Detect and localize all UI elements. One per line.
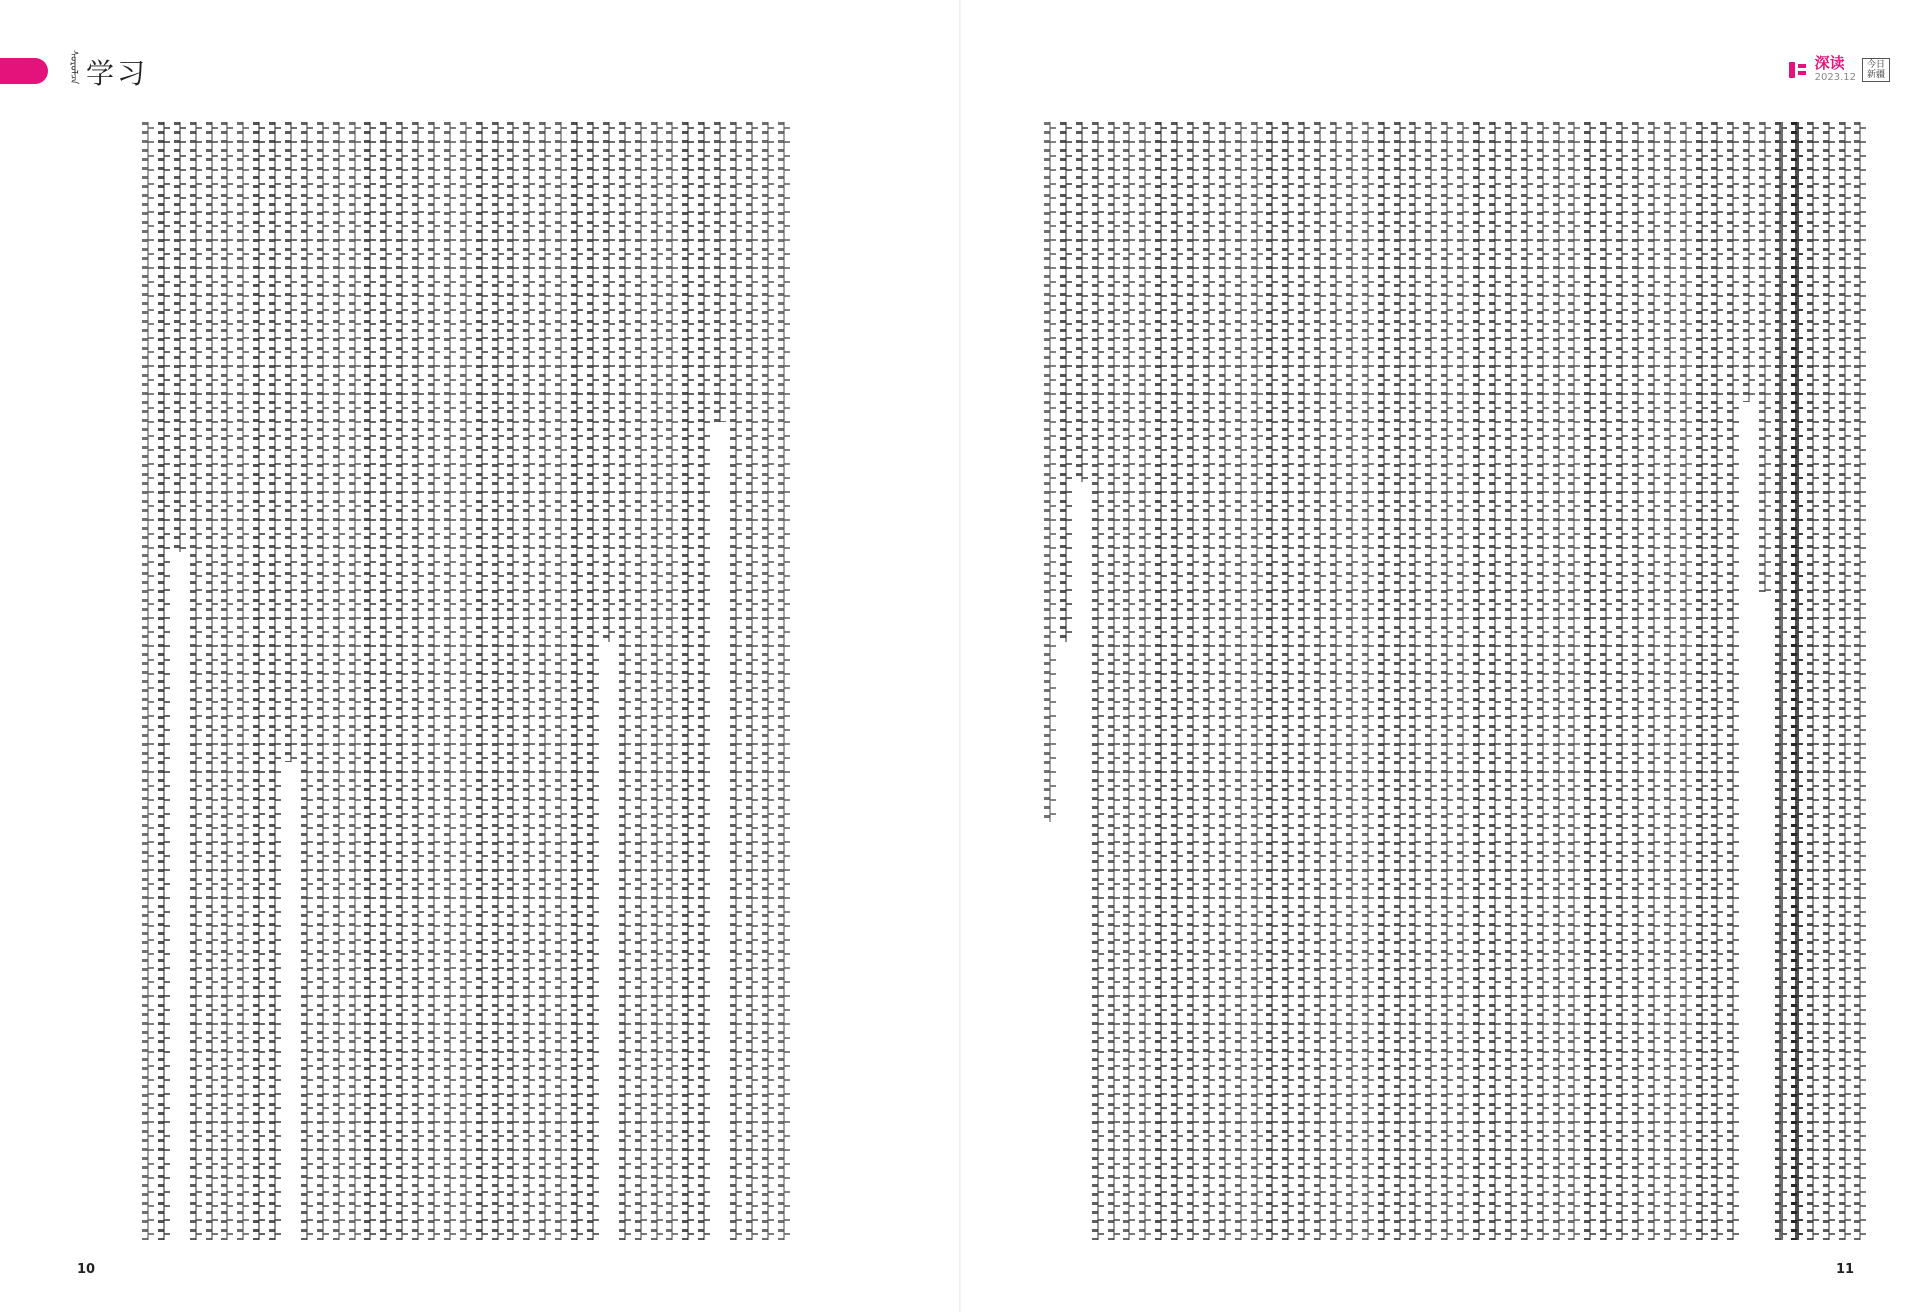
text-column <box>744 122 760 1240</box>
text-column <box>1169 122 1185 1240</box>
text-column <box>537 122 553 1240</box>
text-column <box>1519 122 1535 1240</box>
section-title: 学习 <box>86 57 149 90</box>
text-column <box>1360 122 1376 1240</box>
text-column <box>1042 122 1058 822</box>
text-column <box>601 122 617 642</box>
text-column <box>394 122 410 1240</box>
text-column <box>315 122 331 1240</box>
text-column <box>1487 122 1503 1240</box>
text-column <box>1535 122 1551 1240</box>
text-column <box>1455 122 1471 1240</box>
text-column <box>728 122 744 1240</box>
text-column <box>1503 122 1519 1240</box>
text-column <box>1153 122 1169 1240</box>
text-column <box>347 122 363 1240</box>
text-column <box>585 122 601 1240</box>
page-gutter <box>959 0 961 1312</box>
text-column <box>1217 122 1233 1240</box>
text-column <box>251 122 267 1240</box>
text-column <box>219 122 235 1240</box>
text-column <box>1137 122 1153 1240</box>
text-column <box>633 122 649 1240</box>
text-column <box>1741 122 1757 402</box>
text-column <box>1121 122 1137 1240</box>
text-column <box>569 122 585 1240</box>
text-column <box>172 122 188 552</box>
newspaper-name-box: 今日 新疆 <box>1862 58 1890 82</box>
section-vertical-label: ᠰᠤᠷᠤᠯᠴᠠ <box>68 50 79 85</box>
text-column <box>1344 122 1360 1240</box>
text-column <box>712 122 728 422</box>
text-column <box>1773 122 1789 1240</box>
text-column <box>1566 122 1582 1240</box>
text-column <box>156 122 172 1240</box>
text-column <box>680 122 696 1240</box>
text-column <box>649 122 665 1240</box>
text-column <box>1090 122 1106 1240</box>
text-column <box>1185 122 1201 1240</box>
left-page-text-upper <box>140 122 796 1240</box>
text-column <box>140 122 156 1240</box>
brand-logo-icon <box>1787 60 1809 80</box>
text-column <box>1296 122 1312 1240</box>
text-column <box>1646 122 1662 1240</box>
page-number-right: 11 <box>1836 1262 1855 1277</box>
text-column <box>1312 122 1328 1240</box>
text-column <box>505 122 521 1240</box>
text-column <box>1725 122 1741 1240</box>
text-column <box>776 122 792 1240</box>
brand-text <box>1815 56 1856 83</box>
right-page-text <box>1042 122 1872 1240</box>
text-column <box>378 122 394 1240</box>
text-column <box>1821 122 1837 1240</box>
text-column <box>696 122 712 1240</box>
text-column <box>362 122 378 1240</box>
text-column <box>617 122 633 1240</box>
text-column <box>1328 122 1344 1240</box>
brand-label: 深读 <box>1814 54 1845 72</box>
text-column <box>1598 122 1614 1240</box>
text-column <box>1074 122 1090 482</box>
text-column <box>1662 122 1678 1240</box>
text-column <box>553 122 569 1240</box>
text-column <box>188 122 204 1240</box>
text-column <box>1551 122 1567 1240</box>
text-column <box>299 122 315 1240</box>
text-column <box>490 122 506 1240</box>
magazine-brand <box>1787 56 1890 83</box>
text-column <box>426 122 442 1240</box>
text-column <box>458 122 474 1240</box>
text-column <box>1407 122 1423 1240</box>
text-column <box>1805 122 1821 1240</box>
text-column <box>1201 122 1217 1240</box>
text-column <box>1249 122 1265 1240</box>
text-column <box>1709 122 1725 1240</box>
text-column <box>664 122 680 1240</box>
page-number-left: 10 <box>77 1262 96 1277</box>
text-column <box>1630 122 1646 1240</box>
text-column <box>760 122 776 1240</box>
text-column <box>1837 122 1853 1240</box>
text-column <box>204 122 220 1240</box>
issue-date: 2023.12 <box>1814 72 1856 83</box>
text-column <box>1392 122 1408 1240</box>
text-column <box>442 122 458 1240</box>
text-column <box>331 122 347 1240</box>
text-column <box>1582 122 1598 1240</box>
text-column <box>1852 122 1868 1240</box>
text-column <box>410 122 426 1240</box>
text-column <box>521 122 537 1240</box>
text-column <box>1694 122 1710 1240</box>
text-column <box>1280 122 1296 1240</box>
text-column <box>1439 122 1455 1240</box>
text-column <box>1376 122 1392 1240</box>
text-column <box>283 122 299 762</box>
text-column <box>1614 122 1630 1240</box>
text-column <box>1757 122 1773 592</box>
text-column <box>235 122 251 1240</box>
text-column <box>1789 122 1805 1240</box>
text-column <box>1106 122 1122 1240</box>
section-tab-marker <box>0 58 48 84</box>
text-column <box>1471 122 1487 1240</box>
text-column <box>1058 122 1074 642</box>
text-column <box>474 122 490 1240</box>
text-column <box>1678 122 1694 1240</box>
text-column <box>1423 122 1439 1240</box>
text-column <box>1264 122 1280 1240</box>
text-column <box>267 122 283 1240</box>
text-column <box>1233 122 1249 1240</box>
